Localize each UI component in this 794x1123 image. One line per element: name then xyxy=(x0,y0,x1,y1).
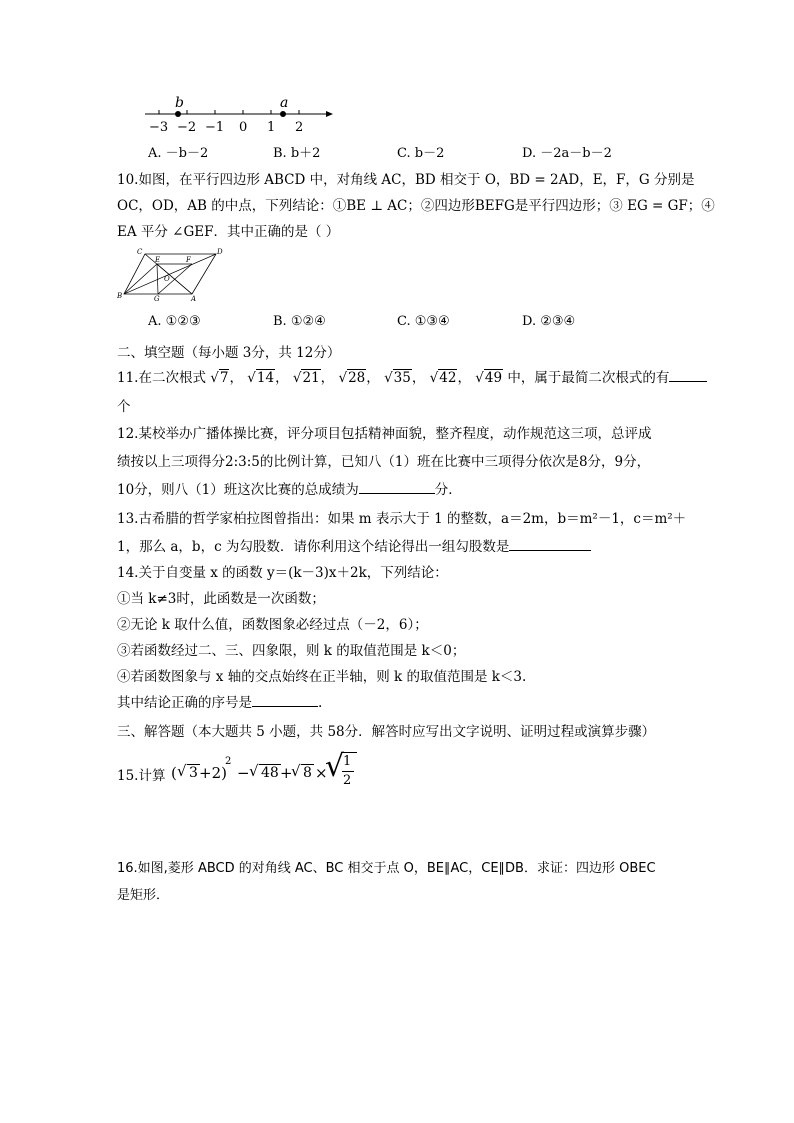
parallelogram-figure xyxy=(117,248,223,302)
q14-conclusion-2: ②无论 k 取什么值，函数图象必经过点（－2，6）； xyxy=(117,617,428,633)
point-a-label: a xyxy=(280,95,289,111)
q14-ask: 其中结论正确的序号是 . xyxy=(117,691,322,711)
tick-label: 2 xyxy=(295,120,304,135)
tick-label: −2 xyxy=(177,120,197,135)
point-f-label: F xyxy=(186,256,191,264)
tick-label: −3 xyxy=(149,120,169,135)
vertex-b-label: B xyxy=(117,292,123,300)
q14-conclusion-1: ①当 k≠3时，此函数是一次函数； xyxy=(117,591,325,607)
q10-choice-b: B. ①②④ xyxy=(273,314,326,329)
q14-answer-blank[interactable] xyxy=(252,692,318,707)
number-line-figure xyxy=(140,92,340,136)
radical-49: √49 xyxy=(475,370,503,386)
q15-radicand-48: 48 xyxy=(261,765,279,781)
q12-line-3: 10分，则八（1）班这次比赛的总成绩为 分． xyxy=(117,478,462,498)
q9-choice-c: C. b－2 xyxy=(397,146,445,161)
q14-line-1: 14.关于自变量 x 的函数 y＝(k－3)x＋2k，下列结论： xyxy=(117,565,448,581)
radical-21: √21 xyxy=(292,370,320,386)
q16-line-2: 是矩形． xyxy=(117,888,170,903)
tick-label: 1 xyxy=(267,120,276,135)
q11-answer-blank[interactable] xyxy=(669,367,707,382)
q16-line-1: 16.如图,菱形 ABCD 的对角线 AC、BC 相交于点 O，BE∥AC，CE∥DB．求证：四边形 OBEC xyxy=(117,861,656,876)
q9-choice-a: A. －b－2 xyxy=(148,146,209,161)
q14-conclusion-4: ④若函数图象与 x 轴的交点始终在正半轴，则 k 的取值范围是 k＜3. xyxy=(117,669,527,685)
q13-line-2: 1，那么 a，b，c 为勾股数．请你利用这个结论得出一组勾股数是 xyxy=(117,535,591,555)
q9-choice-d: D. －2a－b－2 xyxy=(522,146,612,161)
q10-line-2: OC，OD，AB 的中点，下列结论：①BE ⊥ AC；②四边形BEFG是平行四边形；③ EG = GF；④ xyxy=(117,198,715,214)
q12-line-1: 12.某校举办广播体操比赛，评分项目包括精神面貌，整齐程度，动作规范这三项，总评成 xyxy=(117,426,652,442)
q11-line-1: 11.在二次根式 √7， √14， √21， √28， √35， √42， √49 中，属于最简二次根式的有 xyxy=(117,366,707,386)
radical-28: √28 xyxy=(338,370,366,386)
point-a-dot xyxy=(280,111,286,117)
vertex-c-label: C xyxy=(137,248,143,256)
diagonal-bd xyxy=(124,254,216,294)
q11-prefix: 11.在二次根式 xyxy=(117,370,206,386)
q15-label: 15.计算 xyxy=(117,768,166,784)
point-g-label: G xyxy=(154,295,160,302)
vertex-a-label: A xyxy=(191,295,197,302)
q13-line-1: 13.古希腊的哲学家柏拉图曾指出：如果 m 表示大于 1 的整数，a＝2m，b＝m²－1，c＝m²＋ xyxy=(117,511,687,527)
q9-choice-b: B. b＋2 xyxy=(273,146,321,161)
q10-line-3: EA 平分 ∠GEF．其中正确的是（ ） xyxy=(117,224,340,240)
point-e-label: E xyxy=(155,256,161,264)
tick-label: 0 xyxy=(239,120,248,135)
q11-suffix: 中，属于最简二次根式的有 xyxy=(507,370,670,386)
q10-choice-d: D. ②③④ xyxy=(522,314,576,329)
q14-conclusion-3: ③若函数经过二、三、四象限，则 k 的取值范围是 k＜0； xyxy=(117,643,466,659)
vertex-d-label: D xyxy=(217,248,223,256)
q10-line-1: 10.如图，在平行四边形 ABCD 中，对角线 AC，BD 相交于 O，BD = 2AD，E，F，G 分别是 xyxy=(117,172,695,188)
radical-42: √42 xyxy=(429,370,457,386)
radical-7: √7 xyxy=(210,370,229,386)
q13-answer-blank[interactable] xyxy=(509,536,591,551)
point-o-label: O xyxy=(164,275,170,283)
q15-radicand-3: 3 xyxy=(189,765,198,781)
q12-answer-blank[interactable] xyxy=(359,479,435,494)
section-3-heading: 三、解答题（本大题共 5 小题，共 58分．解答时应写出文字说明、证明过程或演算步骤） xyxy=(117,724,656,740)
q15-radicand-8: 8 xyxy=(303,765,312,781)
radical-14: √14 xyxy=(247,370,275,386)
point-b-dot xyxy=(175,111,181,117)
point-b-label: b xyxy=(175,95,184,111)
q11-line-2: 个 xyxy=(117,399,131,415)
q12-line-2: 绩按以上三项得分2:3:5的比例计算，已知八（1）班在比赛中三项得分依次是8分，9分， xyxy=(117,454,651,470)
number-line-arrow xyxy=(326,111,333,117)
q15-fraction-numerator: 1 xyxy=(343,754,352,769)
q15-fraction-denominator: 2 xyxy=(343,773,352,788)
section-2-heading: 二、填空题（每小题 3分，共 12分） xyxy=(117,345,341,361)
q10-choice-c: C. ①③④ xyxy=(397,314,450,329)
radical-35: √35 xyxy=(384,370,411,386)
q10-choice-a: A. ①②③ xyxy=(148,314,201,329)
tick-label: −1 xyxy=(205,120,225,135)
